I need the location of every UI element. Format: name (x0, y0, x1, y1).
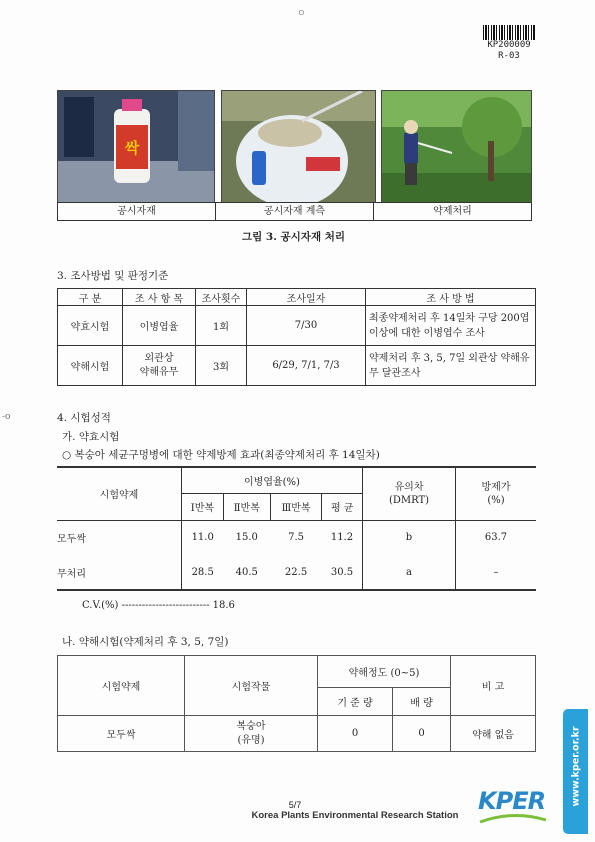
kper-url: www.kper.or.kr (570, 726, 582, 807)
cell-date: 7/30 (247, 306, 366, 346)
top-hole-mark: ㅇ (297, 9, 306, 19)
caption-test-material: 공시자재 (117, 206, 156, 217)
hdr-method: 조 사 방 법 (366, 289, 536, 306)
doc-code: KP200009 (487, 40, 531, 50)
table-row (57, 520, 536, 555)
cell-item: 외관상 약해유무 (123, 346, 196, 386)
hdr-test-agent: 시험약제 (57, 467, 182, 520)
hdr-phyto-degree: 약해정도 (0~5) (318, 656, 451, 688)
cell-agent: 모두싹 (57, 520, 182, 555)
hdr-infection-rate: 이병엽율(%) (182, 467, 363, 493)
cell-crop: 복숭아 (유명) (185, 716, 318, 752)
cell-significance: a (363, 555, 456, 590)
photo-spraying (381, 90, 532, 203)
hdr-category: 구 분 (58, 289, 123, 306)
cell-remarks: 약해 없음 (451, 716, 536, 752)
bottle-photo-illustration (58, 91, 214, 202)
efficacy-note: ○ 복숭아 세균구멍병에 대한 약제방제 효과(최종약제처리 후 14일차) (62, 449, 380, 461)
page-number: 5/7 (288, 800, 302, 810)
phytotoxicity-table (57, 655, 536, 752)
container-photo-illustration (222, 91, 375, 202)
hdr-date: 조사일자 (247, 289, 366, 306)
table-row (58, 716, 536, 752)
svg-text:싹: 싹 (124, 139, 140, 157)
table-row (57, 555, 536, 590)
kper-logo-swoosh (478, 812, 548, 826)
cell-item: 이병엽율 (123, 306, 196, 346)
cell-rep-1: 11.0 (191, 532, 214, 544)
photo-captions (57, 202, 532, 221)
cell-average: 11.2 (330, 532, 354, 544)
cell-category: 약해시험 (58, 346, 123, 386)
table-row (58, 306, 536, 346)
cell-double-dose: 0 (393, 716, 451, 752)
caption-spraying: 약제처리 (373, 203, 531, 220)
efficacy-header-row-1 (57, 467, 536, 493)
hdr-control-value: 방제가 (%) (456, 467, 537, 520)
efficacy-table (57, 466, 536, 591)
hdr-standard-dose: 기 준 량 (318, 688, 393, 716)
cv-line: C.V.(%) -------------------------- 18.6 (82, 600, 235, 611)
hdr-item: 조 사 항 목 (123, 289, 196, 306)
phyto-header-row-1 (58, 656, 536, 688)
side-hole-mark: -o (2, 412, 11, 422)
photo-measuring (221, 90, 376, 203)
hdr-rep-2: Ⅱ반복 (223, 493, 270, 520)
cell-count: 3회 (196, 346, 247, 386)
method-table-header (58, 289, 536, 306)
cell-rep-2: 15.0 (235, 532, 258, 544)
hdr-count: 조사횟수 (196, 289, 247, 306)
cell-control-value: 63.7 (456, 520, 537, 555)
hdr-test-crop: 시험작물 (185, 656, 318, 716)
section4-sub-a: 가. 약효시험 (62, 431, 120, 443)
kper-logo: KPER (478, 787, 546, 815)
cell-significance: b (363, 520, 456, 555)
table-row (58, 346, 536, 386)
cell-control-value: – (456, 555, 537, 590)
section4-title: 4. 시험성적 (57, 412, 111, 424)
section3-title: 3. 조사방법 및 판정기준 (57, 270, 169, 282)
cell-method: 약제처리 후 3, 5, 7일 외관상 약해유무 달관조사 (366, 346, 536, 386)
cell-rep-2: 40.5 (235, 566, 258, 578)
method-table (57, 288, 536, 386)
cell-rep-1: 28.5 (191, 566, 214, 578)
cell-agent: 무처리 (57, 555, 182, 590)
cell-standard-dose: 0 (318, 716, 393, 752)
cell-date: 6/29, 7/1, 7/3 (247, 346, 366, 386)
cell-method: 최종약제처리 후 14일차 구당 200엽 이상에 대한 이병엽수 조사 (366, 306, 536, 346)
figure-caption: 그림 3. 공시자재 처리 (241, 231, 346, 243)
caption-measuring: 공시자재 계측 (215, 203, 373, 220)
hdr-test-agent: 시험약제 (58, 656, 185, 716)
hdr-double-dose: 배 량 (393, 688, 451, 716)
cell-agent: 모두싹 (58, 716, 185, 752)
hdr-remarks: 비 고 (451, 656, 536, 716)
footer-org: Korea Plants Environmental Research Station (251, 810, 459, 821)
hdr-rep-1: Ⅰ반복 (182, 493, 224, 520)
doc-revision: R-03 (498, 51, 520, 61)
cell-rep-3: 22.5 (284, 566, 308, 578)
cell-rep-3: 7.5 (288, 532, 305, 544)
cell-category: 약효시험 (58, 306, 123, 346)
photo-test-material (57, 90, 215, 203)
orchard-photo-illustration (382, 91, 531, 202)
barcode-icon (483, 25, 535, 40)
hdr-average: 평 균 (322, 493, 363, 520)
cell-count: 1회 (196, 306, 247, 346)
hdr-significance: 유의차 (DMRT) (363, 467, 456, 520)
section4-sub-b: 나. 약해시험(약제처리 후 3, 5, 7일) (62, 636, 229, 648)
kper-side-tab (563, 709, 588, 834)
hdr-rep-3: Ⅲ반복 (270, 493, 322, 520)
cell-average: 30.5 (330, 566, 354, 578)
